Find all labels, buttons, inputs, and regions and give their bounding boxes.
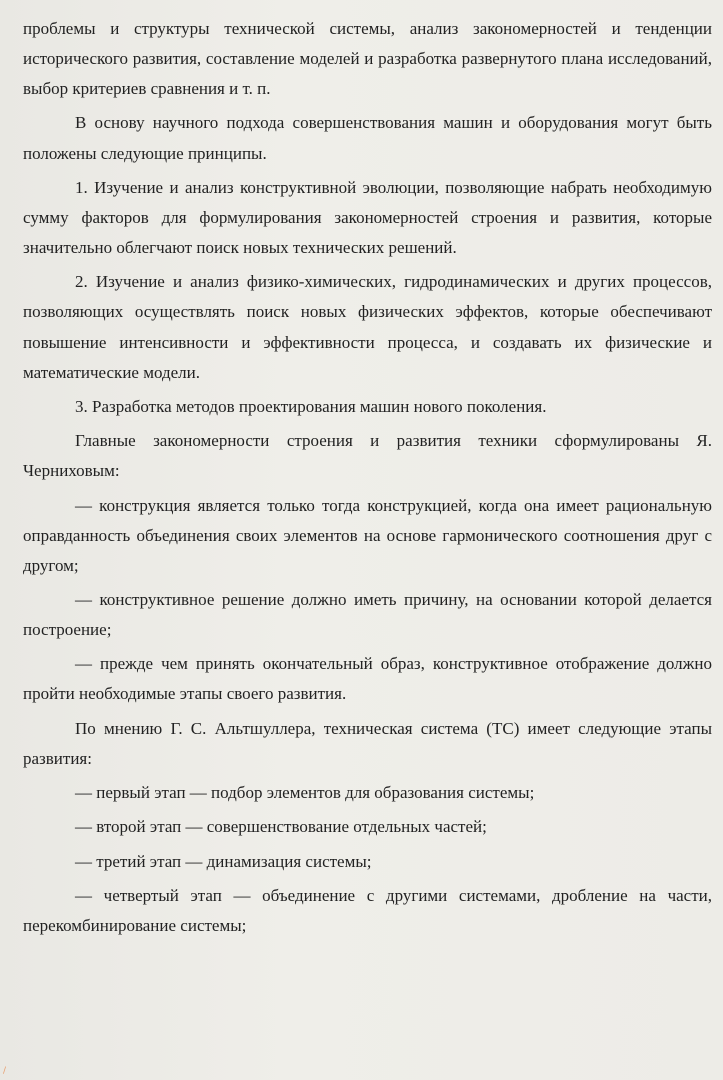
paragraph-stage-3: — третий этап — динамизация системы; xyxy=(75,851,372,871)
paragraph-stage-2: — второй этап — совершенствование отдельных частей; xyxy=(75,817,487,837)
paragraph-chernikhov-rule-3: — прежде чем принять окончательный образ, конструктивное отображение должно пройти необходимые этапы своего развития. xyxy=(23,654,712,704)
body-text xyxy=(23,14,712,945)
paragraph-altshuller-intro: По мнению Г. С. Альтшуллера, техническая система (ТС) имеет следующие этапы развития: xyxy=(23,718,712,768)
paragraph-principle-3: 3. Разработка методов проектирования машин нового поколения. xyxy=(75,396,547,416)
paragraph-stage-4: — четвертый этап — объединение с другими системами, дробление на части, перекомбинирование системы; xyxy=(23,885,712,936)
paragraph-stage-1: — первый этап — подбор элементов для образования системы; xyxy=(75,783,535,803)
paragraph-principle-2: 2. Изучение и анализ физико-химических, гидродинамических и других процессов, позволяющих осуществлять поиск новых физических эффектов, которые обеспечивают повышение интенсивности и эффективности процесса, и создавать их физические и математические модели. xyxy=(23,272,712,382)
paragraph-principles-intro: В основу научного подхода совершенствования машин и оборудования могут быть положены следующие принципы. xyxy=(23,113,712,163)
scan-mark-icon: / xyxy=(3,1066,7,1076)
paragraph-continuation: проблемы и структуры технической системы, анализ закономерностей и тенденции исторического развития, составление моделей и разработка развернутого плана исследований, выбор критериев сравнения и т. п. xyxy=(23,19,712,99)
paragraph-chernikhov-intro: Главные закономерности строения и развития техники сформулированы Я. Черниховым: xyxy=(23,431,712,481)
paragraph-principle-1: 1. Изучение и анализ конструктивной эволюции, позволяющие набрать необходимую сумму факторов для формулирования закономерностей строения и развития, которые значительно облегчают поиск новых технических решений. xyxy=(23,177,712,258)
paragraph-chernikhov-rule-1: — конструкция является только тогда конструкцией, когда она имеет рациональную оправданность объединения своих элементов на основе гармонического соотношения друг с другом; xyxy=(23,495,712,575)
paragraph-chernikhov-rule-2: — конструктивное решение должно иметь причину, на основании которой делается построение; xyxy=(23,590,712,640)
